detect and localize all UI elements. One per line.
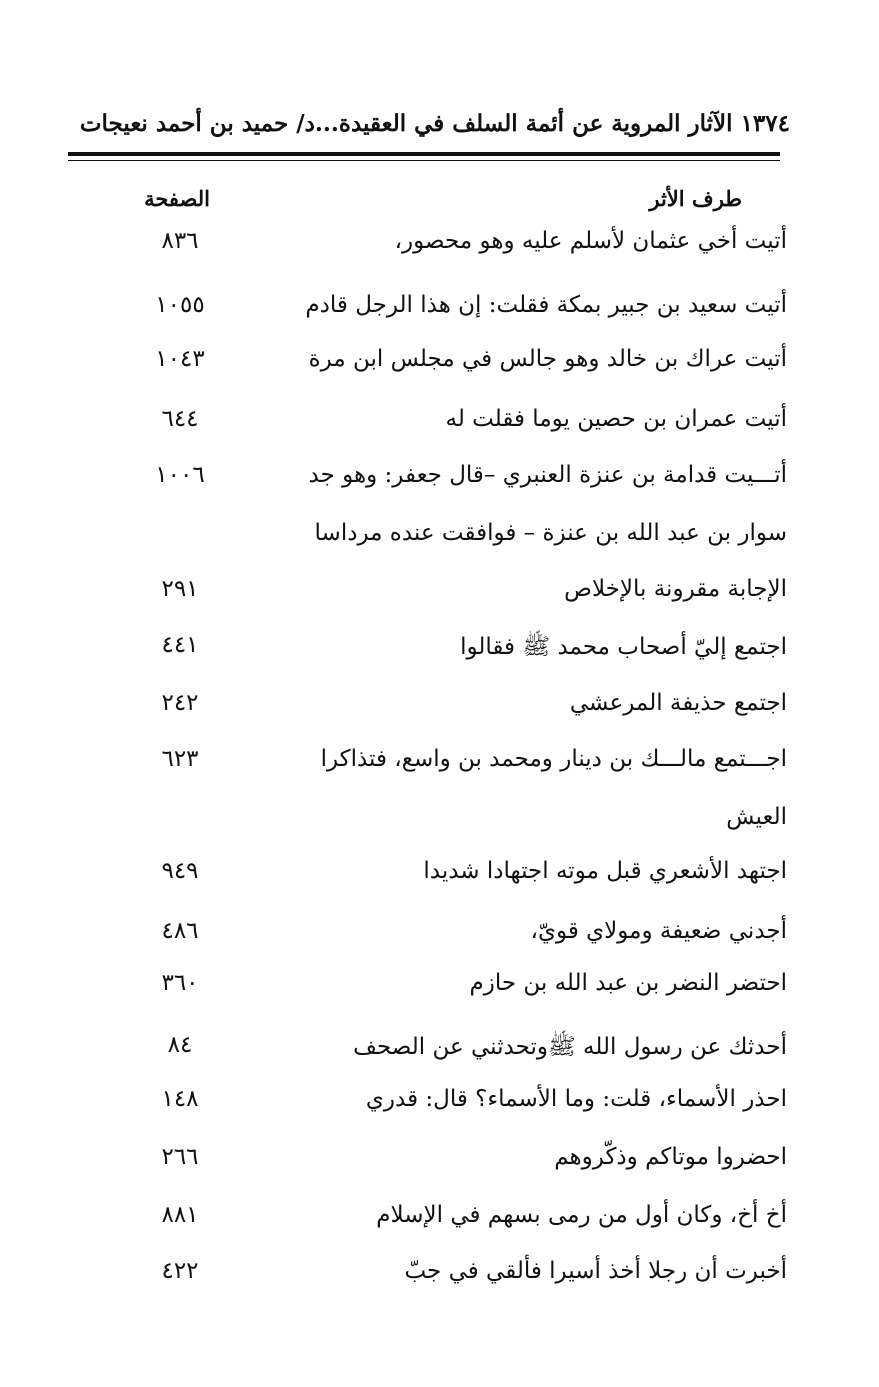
index-row xyxy=(0,746,879,786)
index-row xyxy=(0,1258,879,1298)
header-rule-thick xyxy=(68,152,780,156)
index-row xyxy=(0,1202,879,1242)
index-row xyxy=(0,520,879,560)
entry-text: اجتمع حذيفة المرعشي xyxy=(569,690,787,716)
page-number: ٦٢٣ xyxy=(161,746,199,772)
page-number: ٢٩١ xyxy=(161,576,199,602)
entry-text: اجـــتمع مالـــك بن دينار ومحمد بن واسع، فتذاكرا xyxy=(320,746,787,772)
page-number: ٣٦٠ xyxy=(161,970,199,996)
entry-text: أجدني ضعيفة ومولاي قويّ، xyxy=(530,918,787,944)
index-row xyxy=(0,462,879,502)
page-number: ٤٢٢ xyxy=(161,1258,199,1284)
page-number: ١٠٠٦ xyxy=(155,462,205,488)
entry-text: أتـــيت قدامة بن عنزة العنبري –قال جعفر: وهو جد xyxy=(308,462,787,488)
entry-text: أتيت أخي عثمان لأسلم عليه وهو محصور، xyxy=(394,228,787,254)
page-number: ٤٨٦ xyxy=(161,918,199,944)
page-number: ٨٣٦ xyxy=(161,228,199,254)
entry-text: أتيت سعيد بن جبير بمكة فقلت: إن هذا الرجل قادم xyxy=(305,292,787,318)
page-number: ٤٤١ xyxy=(161,632,199,658)
entry-text: أخ أخ، وكان أول من رمى بسهم في الإسلام xyxy=(376,1202,787,1228)
index-row xyxy=(0,346,879,386)
page-number: ٨٤ xyxy=(167,1032,193,1058)
index-row xyxy=(0,292,879,332)
page-number: ١٠٤٣ xyxy=(155,346,205,372)
index-row xyxy=(0,632,879,672)
header-rule-thin xyxy=(68,160,780,161)
column-header-entry: طرف الأثر xyxy=(649,186,742,211)
index-row xyxy=(0,858,879,898)
index-row xyxy=(0,970,879,1010)
entry-text: أتيت عمران بن حصين يوما فقلت له xyxy=(445,406,787,432)
entry-text: اجتمع إليّ أصحاب محمد ﷺ فقالوا xyxy=(460,634,787,660)
index-row xyxy=(0,406,879,446)
entry-text: احتضر النضر بن عبد الله بن حازم xyxy=(469,970,787,996)
index-row xyxy=(0,1086,879,1126)
index-row xyxy=(0,576,879,616)
entry-text: اجتهد الأشعري قبل موته اجتهادا شديدا xyxy=(423,858,787,884)
page-number: ٦٤٤ xyxy=(161,406,199,432)
page-number: ٢٦٦ xyxy=(161,1144,199,1170)
entry-text: أتيت عراك بن خالد وهو جالس في مجلس ابن مرة xyxy=(308,346,787,372)
entry-text: أخبرت أن رجلا أخذ أسيرا فألقي في جبّ xyxy=(404,1258,787,1284)
entry-text: احذر الأسماء، قلت: وما الأسماء؟ قال: قدري xyxy=(365,1086,787,1112)
index-row xyxy=(0,804,879,844)
index-row xyxy=(0,918,879,958)
entry-text: الإجابة مقرونة بالإخلاص xyxy=(564,576,787,602)
entry-text: أحدثك عن رسول الله ﷺوتحدثني عن الصحف xyxy=(353,1034,787,1060)
page-number: ٢٤٢ xyxy=(161,690,199,716)
column-header-page: الصفحة xyxy=(144,186,210,211)
index-row xyxy=(0,228,879,268)
index-row xyxy=(0,690,879,730)
running-header: ١٣٧٤ الآثار المروية عن أئمة السلف في العقيدة...د/ حميد بن أحمد نعيجات xyxy=(79,110,790,137)
index-row xyxy=(0,1144,879,1184)
page-number: ٨٨١ xyxy=(161,1202,199,1228)
entry-text: العيش xyxy=(726,804,787,830)
page-number: ١٠٥٥ xyxy=(155,292,205,318)
entry-text: سوار بن عبد الله بن عنزة – فوافقت عنده مرداسا xyxy=(314,520,787,546)
entry-text: احضروا موتاكم وذكّروهم xyxy=(554,1144,787,1170)
page-number: ١٤٨ xyxy=(161,1086,199,1112)
index-row xyxy=(0,1032,879,1072)
page-number: ٩٤٩ xyxy=(161,858,199,884)
